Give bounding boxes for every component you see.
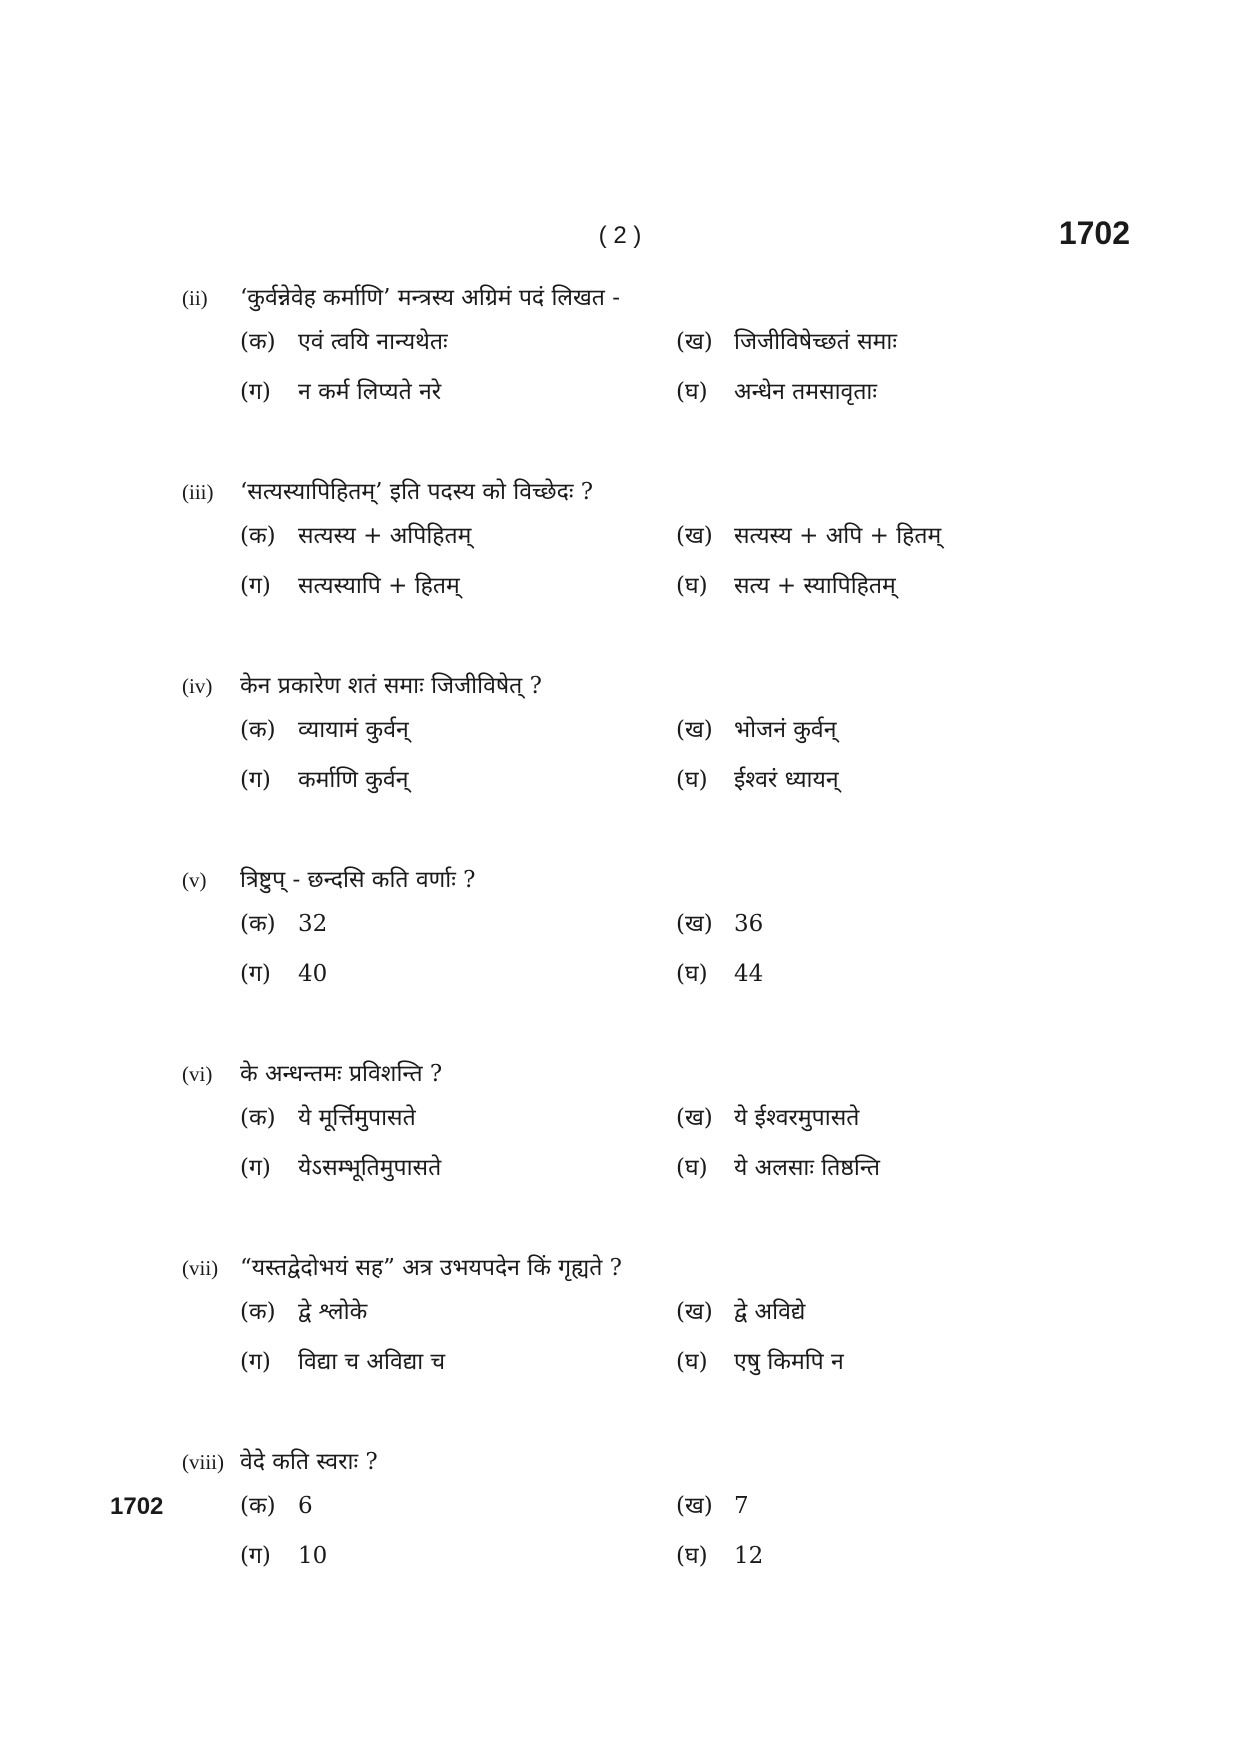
question-text: ‘सत्यस्यापिहितम्’ इति पदस्य को विच्छेदः ? — [240, 479, 594, 505]
option-kha — [676, 324, 1112, 368]
option-gha — [676, 1538, 1112, 1582]
question-viii — [182, 1444, 1122, 1582]
option-text: सत्य + स्यापिहितम् — [734, 573, 896, 599]
option-text: सत्यस्य + अपि + हितम् — [734, 523, 942, 549]
option-text: 36 — [734, 911, 764, 937]
question-vi — [182, 1056, 1122, 1194]
option-label: (ख) — [676, 1299, 713, 1325]
question-vii — [182, 1250, 1122, 1388]
option-text: 32 — [298, 911, 328, 937]
option-ga — [240, 374, 676, 418]
option-text: येऽसम्भूतिमुपासते — [298, 1155, 442, 1181]
option-ka — [240, 712, 676, 756]
option-label: (क) — [240, 1105, 276, 1131]
option-text: विद्या च अविद्या च — [298, 1349, 446, 1375]
option-label: (क) — [240, 911, 276, 937]
option-ga — [240, 568, 676, 612]
option-label: (ख) — [676, 911, 713, 937]
option-label: (घ) — [676, 379, 708, 405]
option-text: द्वे श्लोके — [298, 1299, 368, 1325]
question-number: (iv) — [182, 674, 213, 698]
option-label: (क) — [240, 1493, 276, 1519]
option-label: (क) — [240, 329, 276, 355]
option-label: (घ) — [676, 767, 708, 793]
option-label: (क) — [240, 523, 276, 549]
question-number: (vii) — [182, 1256, 219, 1280]
option-text: 40 — [298, 961, 328, 987]
question-v — [182, 862, 1122, 1000]
option-label: (घ) — [676, 1543, 708, 1569]
option-kha — [676, 1488, 1112, 1532]
option-text: ये मूर्त्तिमुपासते — [298, 1105, 416, 1131]
option-label: (ग) — [240, 1349, 271, 1375]
option-text: 6 — [298, 1493, 313, 1519]
option-text: 10 — [298, 1543, 328, 1569]
option-ga — [240, 762, 676, 806]
question-text: वेदे कति स्वराः ? — [240, 1449, 378, 1475]
option-text: 7 — [734, 1493, 749, 1519]
option-text: 44 — [734, 961, 764, 987]
option-text: द्वे अविद्ये — [734, 1299, 806, 1325]
option-label: (ख) — [676, 717, 713, 743]
question-number: (ii) — [182, 286, 208, 310]
option-label: (ग) — [240, 1543, 271, 1569]
option-text: व्यायामं कुर्वन् — [298, 717, 409, 743]
option-kha — [676, 1100, 1112, 1144]
paper-code-footer: 1702 — [110, 1493, 164, 1520]
page-number: ( 2 ) — [598, 222, 642, 249]
option-label: (घ) — [676, 573, 708, 599]
option-text: सत्यस्यापि + हितम् — [298, 573, 460, 599]
option-label: (ग) — [240, 961, 271, 987]
option-gha — [676, 568, 1112, 612]
option-label: (घ) — [676, 961, 708, 987]
option-label: (ख) — [676, 329, 713, 355]
question-iv — [182, 668, 1122, 806]
option-ga — [240, 956, 676, 1000]
question-text: केन प्रकारेण शतं समाः जिजीविषेत् ? — [240, 673, 542, 699]
option-text: ये ईश्वरमुपासते — [734, 1105, 860, 1131]
option-grid — [240, 1294, 1122, 1388]
option-gha — [676, 956, 1112, 1000]
option-ka — [240, 324, 676, 368]
option-ka — [240, 1488, 676, 1532]
option-text: एषु किमपि न — [734, 1349, 844, 1375]
option-grid — [240, 518, 1122, 612]
question-text: त्रिष्टुप् - छन्दसि कति वर्णाः ? — [240, 867, 476, 893]
option-label: (ग) — [240, 379, 271, 405]
option-kha — [676, 712, 1112, 756]
option-text: ये अलसाः तिष्ठन्ति — [734, 1155, 881, 1181]
question-number: (v) — [182, 868, 207, 892]
question-number: (vi) — [182, 1062, 213, 1086]
option-grid — [240, 1100, 1122, 1194]
option-label: (ग) — [240, 767, 271, 793]
option-label: (क) — [240, 717, 276, 743]
option-label: (क) — [240, 1299, 276, 1325]
option-ka — [240, 906, 676, 950]
option-text: कर्माणि कुर्वन् — [298, 767, 409, 793]
option-text: एवं त्वयि नान्यथेतः — [298, 329, 448, 355]
option-kha — [676, 1294, 1112, 1338]
option-label: (ख) — [676, 1493, 713, 1519]
option-label: (घ) — [676, 1349, 708, 1375]
option-text: ईश्वरं ध्यायन् — [734, 767, 839, 793]
option-text: अन्धेन तमसावृताः — [734, 379, 878, 405]
option-gha — [676, 374, 1112, 418]
option-ga — [240, 1538, 676, 1582]
option-ka — [240, 1294, 676, 1338]
option-label: (ग) — [240, 1155, 271, 1181]
option-ka — [240, 518, 676, 562]
option-ka — [240, 1100, 676, 1144]
question-number: (iii) — [182, 480, 214, 504]
option-ga — [240, 1150, 676, 1194]
option-text: 12 — [734, 1543, 764, 1569]
option-gha — [676, 1344, 1112, 1388]
option-kha — [676, 518, 1112, 562]
option-kha — [676, 906, 1112, 950]
option-text: जिजीविषेच्छतं समाः — [734, 329, 897, 355]
option-grid — [240, 1488, 1122, 1582]
question-text: के अन्धन्तमः प्रविशन्ति ? — [240, 1061, 443, 1087]
question-number: (viii) — [182, 1450, 224, 1474]
option-ga — [240, 1344, 676, 1388]
question-text: ‘कुर्वन्नेवेह कर्माणि’ मन्त्रस्य अग्रिमं पदं लिखत - — [240, 285, 621, 311]
question-list — [182, 280, 1122, 1638]
option-gha — [676, 1150, 1112, 1194]
option-text: सत्यस्य + अपिहितम् — [298, 523, 472, 549]
option-grid — [240, 906, 1122, 1000]
question-text: “यस्तद्वेदोभयं सह” अत्र उभयपदेन किं गृह्यते ? — [240, 1255, 622, 1281]
option-text: भोजनं कुर्वन् — [734, 717, 837, 743]
option-grid — [240, 324, 1122, 418]
question-iii — [182, 474, 1122, 612]
option-label: (ख) — [676, 1105, 713, 1131]
option-grid — [240, 712, 1122, 806]
option-text: न कर्म लिप्यते नरे — [298, 379, 442, 405]
option-label: (ग) — [240, 573, 271, 599]
paper-code-header: 1702 — [1058, 215, 1130, 251]
option-gha — [676, 762, 1112, 806]
option-label: (ख) — [676, 523, 713, 549]
question-ii — [182, 280, 1122, 418]
option-label: (घ) — [676, 1155, 708, 1181]
